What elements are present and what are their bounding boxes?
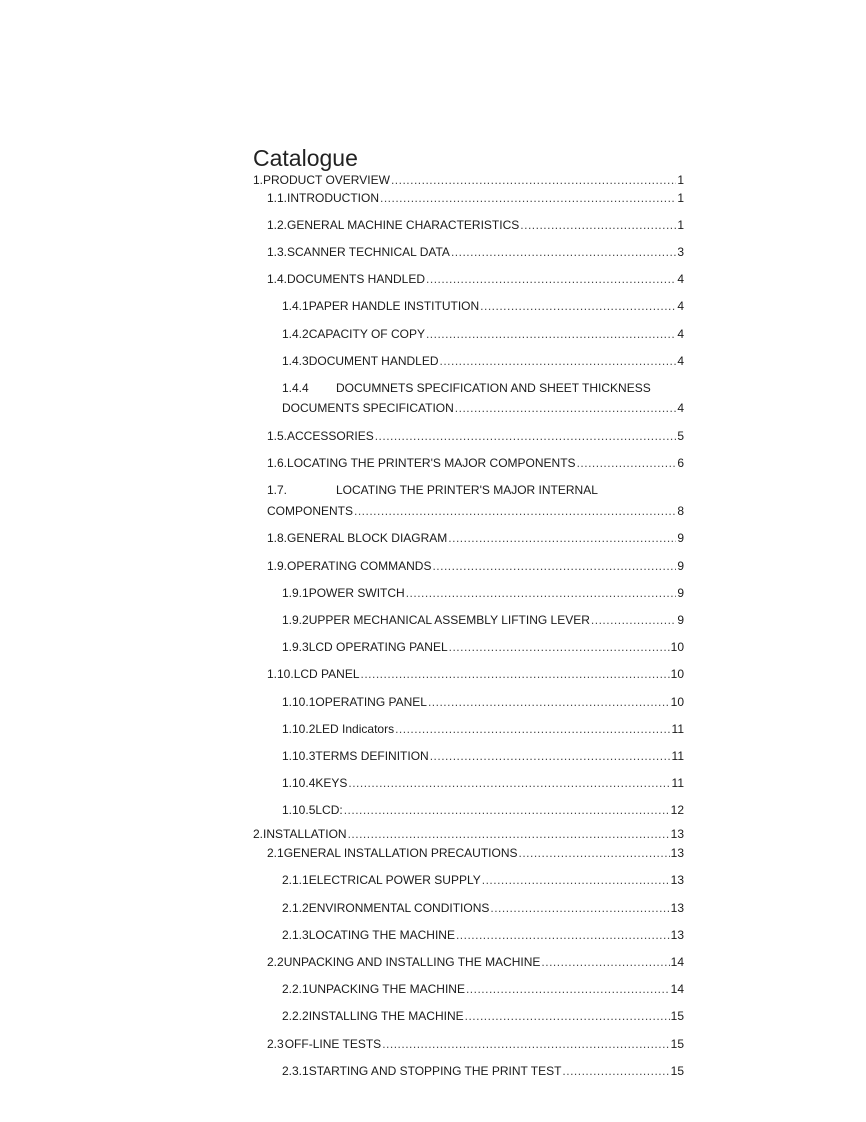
toc-leader <box>577 455 677 471</box>
toc-entry[interactable] <box>267 1036 684 1052</box>
toc-number: 2.1 <box>267 846 284 860</box>
toc-leader <box>430 748 671 764</box>
toc-number: 1.10.3 <box>282 749 316 763</box>
toc-title: INSTALLING THE MACHINE <box>308 1009 464 1023</box>
toc-page: 15 <box>670 1064 684 1078</box>
toc-page: 10 <box>670 667 684 681</box>
toc-entry-first-line[interactable] <box>267 482 598 498</box>
toc-title: LED Indicators <box>315 722 395 736</box>
toc-leader <box>456 927 670 943</box>
toc-title: OPERATING COMMANDS <box>287 559 432 573</box>
toc-entry[interactable] <box>267 271 684 287</box>
toc-entry[interactable] <box>282 981 684 997</box>
toc-entry[interactable] <box>282 353 684 369</box>
toc-number: 2.2.1 <box>282 982 309 996</box>
toc-title: KEYS <box>315 776 348 790</box>
toc-title: LOCATING THE PRINTER'S MAJOR INTERNAL <box>336 483 598 497</box>
toc-entry[interactable] <box>282 927 684 943</box>
toc-number: 1.10.1 <box>282 695 316 709</box>
toc-title: PRODUCT OVERVIEW <box>263 173 390 187</box>
toc-page: 4 <box>677 272 684 286</box>
toc-leader <box>480 298 676 314</box>
toc-leader <box>354 503 676 519</box>
toc-leader <box>395 721 670 737</box>
toc-title: DOCUMENTS HANDLED <box>287 272 426 286</box>
toc-number: 1.1. <box>267 191 288 205</box>
toc-entry[interactable] <box>282 298 684 314</box>
toc-title: STARTING AND STOPPING THE PRINT TEST <box>308 1064 562 1078</box>
toc-title: OFF-LINE TESTS <box>284 1037 382 1051</box>
toc-leader <box>451 244 676 260</box>
toc-number: 1.9.2 <box>282 613 309 627</box>
toc-leader <box>591 612 676 628</box>
toc-page: 14 <box>670 982 684 996</box>
toc-title: CAPACITY OF COPY <box>308 327 425 341</box>
toc-entry[interactable] <box>282 326 684 342</box>
toc-page: 11 <box>671 722 684 736</box>
toc-page: 9 <box>677 559 684 573</box>
toc-leader <box>455 400 677 416</box>
toc-number: 1.2. <box>267 218 288 232</box>
toc-leader <box>432 558 676 574</box>
toc-title: DOCUMENT HANDLED <box>308 354 439 368</box>
toc-number: 1. <box>253 173 264 187</box>
toc-title: TERMS DEFINITION <box>315 749 429 763</box>
toc-title: LCD OPERATING PANEL <box>308 640 448 654</box>
toc-title: LCD: <box>315 803 343 817</box>
toc-entry[interactable] <box>267 954 684 970</box>
toc-title: INTRODUCTION <box>287 191 380 205</box>
toc-page: 1 <box>677 191 684 205</box>
toc-title: GENERAL MACHINE CHARACTERISTICS <box>287 218 520 232</box>
toc-page: 11 <box>671 749 684 763</box>
toc-page: 6 <box>677 456 684 470</box>
toc-page: 3 <box>677 245 684 259</box>
toc-entry[interactable] <box>282 1063 684 1079</box>
toc-entry[interactable] <box>267 845 684 861</box>
toc-entry[interactable] <box>282 612 684 628</box>
toc-entry[interactable] <box>282 400 684 416</box>
toc-leader <box>348 775 670 791</box>
toc-number: 2. <box>253 827 264 841</box>
toc-leader <box>490 900 669 916</box>
toc-number: 2.3.1 <box>282 1064 309 1078</box>
toc-title: POWER SWITCH <box>308 586 405 600</box>
toc-page: 15 <box>670 1037 684 1051</box>
toc-entry[interactable] <box>267 666 684 682</box>
page-title: Catalogue <box>253 145 358 171</box>
toc-number: 2.1.2 <box>282 901 309 915</box>
toc-title: DOCUMNETS SPECIFICATION AND SHEET THICKNESS <box>336 381 651 395</box>
toc-title: LCD PANEL <box>293 667 360 681</box>
toc-entry[interactable] <box>282 639 684 655</box>
toc-entry[interactable] <box>267 217 684 233</box>
toc-page: 9 <box>677 613 684 627</box>
toc-entry[interactable] <box>282 900 684 916</box>
toc-entry[interactable] <box>267 503 684 519</box>
toc-entry[interactable] <box>267 558 684 574</box>
toc-number: 1.4.3 <box>282 354 309 368</box>
toc-entry[interactable] <box>282 802 684 818</box>
toc-leader <box>482 872 670 888</box>
toc-leader <box>520 217 676 233</box>
toc-entry[interactable] <box>253 172 684 188</box>
toc-leader <box>449 639 670 655</box>
toc-number: 1.9. <box>267 559 288 573</box>
toc-page: 13 <box>670 846 684 860</box>
toc-leader <box>380 190 676 206</box>
toc-page: 9 <box>677 586 684 600</box>
toc-page: 4 <box>677 401 684 415</box>
toc-title: ACCESSORIES <box>287 429 374 443</box>
toc-page: 10 <box>670 640 684 654</box>
toc-number: 1.10.4 <box>282 776 316 790</box>
toc-leader <box>375 428 677 444</box>
toc-page: 11 <box>671 776 684 790</box>
toc-entry[interactable] <box>282 721 684 737</box>
toc-number: 1.7. <box>267 483 288 497</box>
toc-number: 1.10.2 <box>282 722 316 736</box>
toc-title-continued: COMPONENTS <box>267 504 354 518</box>
toc-page: 13 <box>670 901 684 915</box>
toc-entry[interactable] <box>282 585 684 601</box>
toc-page: 4 <box>677 299 684 313</box>
toc-title: UNPACKING AND INSTALLING THE MACHINE <box>283 955 541 969</box>
toc-title: LOCATING THE MACHINE <box>308 928 455 942</box>
toc-page: 9 <box>677 531 684 545</box>
toc-leader <box>428 694 670 710</box>
toc-entry[interactable] <box>282 694 684 710</box>
toc-entry[interactable] <box>267 455 684 471</box>
toc-title: SCANNER TECHNICAL DATA <box>287 245 450 259</box>
toc-number: 1.5. <box>267 429 288 443</box>
toc-leader <box>344 802 670 818</box>
toc-page: 4 <box>677 327 684 341</box>
toc-entry[interactable] <box>282 748 684 764</box>
toc-number: 2.2 <box>267 955 284 969</box>
toc-number: 1.4.4 <box>282 381 309 395</box>
toc-number: 1.4.1 <box>282 299 309 313</box>
toc-title: GENERAL INSTALLATION PRECAUTIONS <box>283 846 518 860</box>
toc-entry[interactable] <box>282 775 684 791</box>
toc-page: 1 <box>677 218 684 232</box>
toc-entry[interactable] <box>253 826 684 842</box>
toc-leader <box>465 1008 670 1024</box>
toc-title: INSTALLATION <box>263 827 347 841</box>
toc-leader <box>562 1063 669 1079</box>
toc-leader <box>519 845 670 861</box>
toc-leader <box>382 1036 669 1052</box>
toc-leader <box>541 954 669 970</box>
toc-leader <box>406 585 677 601</box>
toc-title: ENVIRONMENTAL CONDITIONS <box>308 901 490 915</box>
toc-number: 2.1.1 <box>282 873 309 887</box>
toc-page: 5 <box>677 429 684 443</box>
toc-entry[interactable] <box>267 428 684 444</box>
toc-entry[interactable] <box>282 872 684 888</box>
toc-page: 15 <box>670 1009 684 1023</box>
toc-number: 1.9.3 <box>282 640 309 654</box>
toc-leader <box>426 271 676 287</box>
toc-leader <box>361 666 670 682</box>
toc-number: 1.4.2 <box>282 327 309 341</box>
toc-title: LOCATING THE PRINTER'S MAJOR COMPONENTS <box>287 456 576 470</box>
toc-page: 13 <box>670 827 684 841</box>
toc-entry[interactable] <box>282 1008 684 1024</box>
toc-number: 2.1.3 <box>282 928 309 942</box>
toc-number: 1.10. <box>267 667 294 681</box>
toc-number: 1.3. <box>267 245 288 259</box>
toc-leader <box>391 172 676 188</box>
toc-title: OPERATING PANEL <box>315 695 427 709</box>
toc-leader <box>466 981 670 997</box>
toc-number: 2.2.2 <box>282 1009 309 1023</box>
toc-page: 4 <box>677 354 684 368</box>
toc-entry[interactable] <box>267 530 684 546</box>
toc-page: 10 <box>670 695 684 709</box>
toc-leader <box>440 353 677 369</box>
toc-number: 1.4. <box>267 272 288 286</box>
toc-title: UPPER MECHANICAL ASSEMBLY LIFTING LEVER <box>308 613 590 627</box>
toc-leader <box>348 826 670 842</box>
toc-title-continued: DOCUMENTS SPECIFICATION <box>282 401 454 415</box>
toc-number: 1.9.1 <box>282 586 309 600</box>
toc-entry-first-line[interactable] <box>282 380 651 396</box>
toc-number: 1.10.5 <box>282 803 316 817</box>
toc-entry[interactable] <box>267 244 684 260</box>
toc-leader <box>448 530 676 546</box>
toc-page: 13 <box>670 873 684 887</box>
toc-entry[interactable] <box>267 190 684 206</box>
toc-number: 1.6. <box>267 456 288 470</box>
toc-title: PAPER HANDLE INSTITUTION <box>308 299 480 313</box>
toc-title: ELECTRICAL POWER SUPPLY <box>308 873 481 887</box>
toc-title: GENERAL BLOCK DIAGRAM <box>287 531 448 545</box>
toc-page: 14 <box>670 955 684 969</box>
toc-number: 1.8. <box>267 531 288 545</box>
toc-page: 1 <box>677 173 684 187</box>
toc-page: 13 <box>670 928 684 942</box>
toc-title: UNPACKING THE MACHINE <box>308 982 465 996</box>
toc-number: 2.3 <box>267 1037 284 1051</box>
toc-page: 8 <box>677 504 684 518</box>
toc-page: 12 <box>670 803 684 817</box>
toc-leader <box>426 326 676 342</box>
